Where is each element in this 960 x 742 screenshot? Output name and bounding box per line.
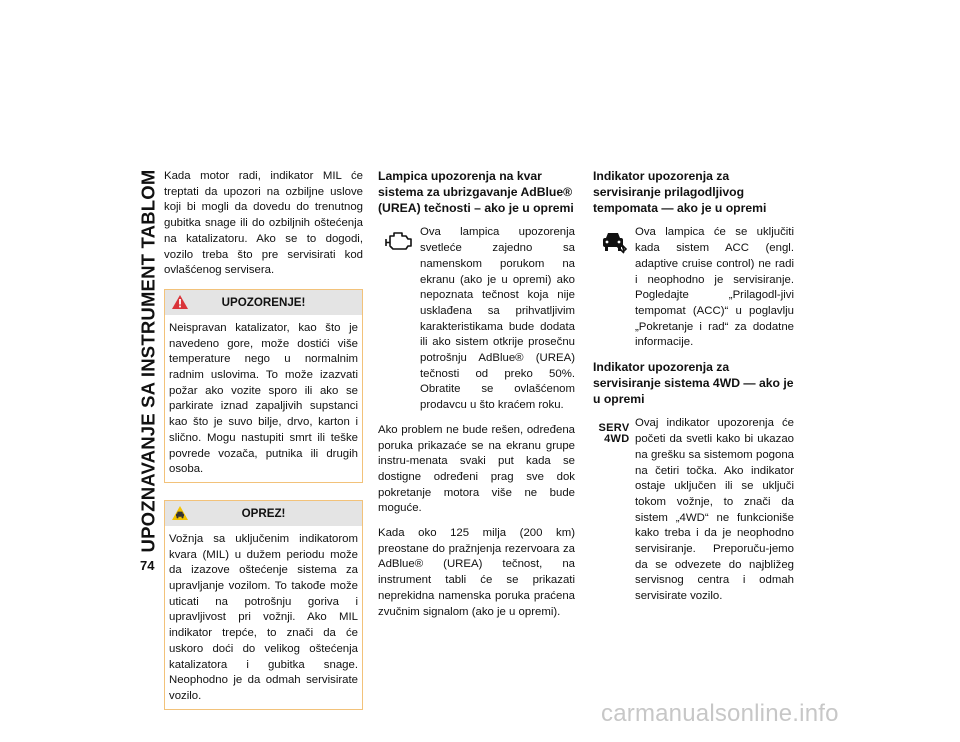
caution-box-header bbox=[165, 501, 362, 526]
warning-box-header bbox=[165, 290, 362, 315]
serv-4wd-icon bbox=[593, 416, 635, 445]
4wd-heading: Indikator upozorenja za servisiranje sistema 4WD — ako je u opremi bbox=[593, 360, 794, 406]
caution-box bbox=[164, 500, 363, 710]
4wd-indicator-block bbox=[593, 416, 794, 613]
acc-paragraph: Ova lampica će se uključiti kada sistem ACC (engl. adaptive cruise control) ne radi i neophodno je servisiranje. Pogledajte „Prilagodl-jivi tempomat (ACC)“ u poglavlju „Pokretanje i rad“ za dodatne informacije. bbox=[635, 226, 794, 349]
acc-service-icon bbox=[593, 225, 635, 255]
warning-text: Neispravan katalizator, kao što je navedeno gore, može dostići više temperature nego u normalnim radnim uslovima. To može izazvati požar ako vozite sporo ili ako se parkirate iznad zapaljivih supstanci kao što je suvo bilje, drvo, karton i slično. Mogu nastupiti smrt ili teške povrede vozača, putnika ili drugih osoba. bbox=[169, 321, 358, 476]
page-number: 74 bbox=[140, 558, 155, 573]
adblue-paragraph-3: Kada oko 125 milja (200 km) preostane do pražnjenja rezervoara za AdBlue® (UREA) tečnost, na instrument tabli će se prikazati neprekidna namenska poruka praćena zvučnim signalom (ako je u opremi). bbox=[378, 527, 575, 618]
caution-title: OPREZ! bbox=[241, 506, 286, 520]
intro-paragraph: Kada motor radi, indikator MIL će treptati da upozori na ozbiljne uslove koji bi mogli da dovedu do trenutnog gubitka snage ili do ozbiljnih oštećenja na katalizatoru. Ako se to dogodi, vozilo treba što pre servisirati kod ovlašćenog servisera. bbox=[164, 170, 363, 277]
chapter-side-title: UPOZNAVANJE SA INSTRUMENT TABLOM bbox=[137, 169, 158, 553]
acc-indicator-block bbox=[593, 225, 794, 360]
serv-label: SERV bbox=[598, 422, 630, 435]
warning-triangle-icon bbox=[171, 294, 189, 315]
column-middle bbox=[378, 169, 575, 629]
4wd-label: 4WD bbox=[604, 433, 630, 446]
adblue-indicator-block bbox=[378, 225, 575, 422]
column-left bbox=[164, 169, 363, 710]
4wd-paragraph: Ovaj indikator upozorenja će početi da svetli kako bi ukazao na grešku sa sistemom pogona na četiri točka. Ako indikator ostaje uključen ili se uključi tokom vožnje, to znači da sistem „4WD“ ne funkcioniše kako treba i da je neophodno servisiranje. Preporuču-jemo da se odvezete do najbližeg servisnog centra i odmah servisirate vozilo. bbox=[635, 417, 794, 603]
adblue-paragraph-2: Ako problem ne bude rešen, određena poruka prikazaće se na ekranu grupe instru-menata svaki put kada se dostigne određeni prag sve dok pokretanje motora više ne bude moguće. bbox=[378, 423, 575, 515]
adblue-paragraph-1: Ova lampica upozorenja svetleće zajedno sa namenskom porukom na ekranu (ako je u opremi) ako nepoznata tečnost koja nije usklađena sa prihvatljivim karakteristikama bude dodata ili ako sistem otkrije prosečnu potrošnju AdBlue® (UREA) tečnosti od preko 50%. Obratite se ovlašćenom prodavcu u što kraćem roku. bbox=[420, 226, 575, 412]
caution-car-icon bbox=[171, 505, 189, 526]
acc-heading: Indikator upozorenja za servisiranje prilagodljivog tempomata — ako je u opremi bbox=[593, 169, 767, 215]
warning-box bbox=[164, 289, 363, 483]
watermark-logo: carmanualsonline.info bbox=[601, 700, 839, 727]
column-right bbox=[593, 169, 794, 614]
adblue-heading: Lampica upozorenja na kvar sistema za ubrizgavanje AdBlue® (UREA) tečnosti – ako je u opremi bbox=[378, 169, 574, 215]
warning-title: UPOZORENJE! bbox=[221, 295, 306, 309]
caution-text: Vožnja sa uključenim indikatorom kvara (MIL) u dužem periodu može da izazove oštećenje sistema za upravljanje vozilom. To takođe može uticati na potrošnju goriva i upravljivost pri vožnji. Ako MIL indikator trepće, to znači da će uskoro doći do velikog oštećenja katalizatora i gubitka snage. Neophodno je da odmah servisirate vozilo. bbox=[169, 532, 358, 702]
engine-check-icon bbox=[378, 225, 420, 253]
